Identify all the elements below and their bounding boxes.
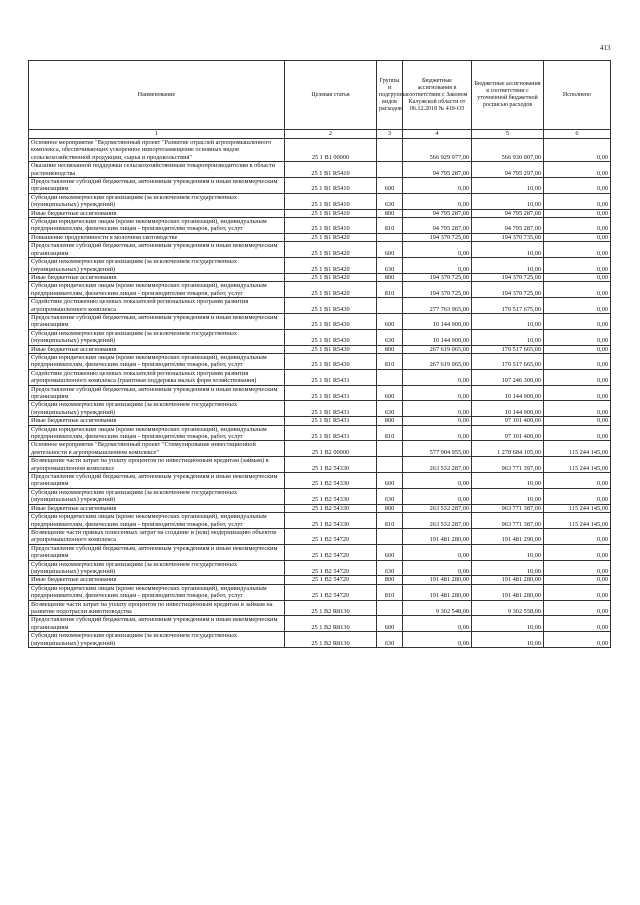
row-expense-group xyxy=(377,369,403,385)
table-row xyxy=(29,560,611,576)
row-expense-group xyxy=(377,528,403,544)
row-name: Субсидии некоммерческим организациям (за исключением государственных (муниципальных) учреждений) xyxy=(29,193,285,209)
row-budget-revised: 94 795 287,00 xyxy=(472,209,544,217)
row-target-article: 25 1 В1 R5430 xyxy=(285,345,377,353)
row-executed: 0,00 xyxy=(544,139,611,162)
row-name: Предоставление субсидий бюджетным, автономным учреждениям и иным некоммерческим организациям xyxy=(29,616,285,632)
row-expense-group: 630 xyxy=(377,560,403,576)
table-row xyxy=(29,401,611,417)
column-number: 1 xyxy=(29,130,285,139)
row-executed: 115 244 145,00 xyxy=(544,441,611,457)
table-row xyxy=(29,576,611,584)
row-budget-law: 191 481 280,00 xyxy=(403,584,472,600)
table-row xyxy=(29,242,611,258)
table-row xyxy=(29,193,611,209)
table-row xyxy=(29,616,611,632)
row-budget-law: 0,00 xyxy=(403,544,472,560)
row-budget-revised: 10,00 xyxy=(472,616,544,632)
table-row xyxy=(29,504,611,512)
column-number: 2 xyxy=(285,130,377,139)
table-row xyxy=(29,329,611,345)
row-budget-revised: 94 795 297,00 xyxy=(472,162,544,178)
row-budget-law: 0,00 xyxy=(403,417,472,425)
row-name: Предоставление субсидий бюджетным, автономным учреждениям и иным некоммерческим организациям xyxy=(29,178,285,194)
row-name: Возмещение части затрат на уплату процентов по инвестиционным кредитам и займам на развитие подотрасли животноводства xyxy=(29,600,285,616)
row-budget-revised: 97 101 400,00 xyxy=(472,417,544,425)
row-budget-revised: 191 481 280,00 xyxy=(472,584,544,600)
row-target-article: 25 1 В2 54330 xyxy=(285,488,377,504)
row-name: Субсидии юридическим лицам (кроме некоммерческих организаций), индивидуальным предпринимателям, физическим лицам - производителям товаров, работ, услуг xyxy=(29,425,285,441)
table-row xyxy=(29,584,611,600)
row-target-article: 25 1 В2 54330 xyxy=(285,504,377,512)
row-name: Субсидии юридическим лицам (кроме некоммерческих организаций), индивидуальным предпринимателям, физическим лицам - производителям товаров, работ, услуг xyxy=(29,282,285,298)
row-expense-group: 630 xyxy=(377,329,403,345)
row-executed: 0,00 xyxy=(544,417,611,425)
row-target-article: 25 1 В2 54720 xyxy=(285,576,377,584)
row-budget-law: 267 619 065,00 xyxy=(403,345,472,353)
row-target-article: 25 1 В2 54330 xyxy=(285,513,377,529)
row-budget-law: 94 795 287,00 xyxy=(403,209,472,217)
row-executed: 0,00 xyxy=(544,600,611,616)
row-budget-revised: 10,00 xyxy=(472,488,544,504)
row-expense-group: 810 xyxy=(377,282,403,298)
row-budget-revised: 194 370 735,00 xyxy=(472,233,544,241)
row-budget-law: 577 904 955,00 xyxy=(403,441,472,457)
row-budget-law: 277 763 965,00 xyxy=(403,298,472,314)
row-name: Субсидии юридическим лицам (кроме некоммерческих организаций), индивидуальным предпринимателям, физическим лицам - производителям товаров, работ, услуг xyxy=(29,218,285,234)
row-name: Основное мероприятие "Ведомственный проект "Стимулирование инвестиционной деятельности в агропромышленном комплексе" xyxy=(29,441,285,457)
row-budget-revised: 10,00 xyxy=(472,258,544,274)
row-target-article: 25 1 В2 00000 xyxy=(285,441,377,457)
row-target-article: 25 1 В1 R5430 xyxy=(285,353,377,369)
row-executed: 0,00 xyxy=(544,528,611,544)
row-target-article: 25 1 В2 R8130 xyxy=(285,600,377,616)
row-executed: 0,00 xyxy=(544,544,611,560)
row-budget-law: 0,00 xyxy=(403,560,472,576)
row-budget-law: 267 619 065,00 xyxy=(403,353,472,369)
row-expense-group xyxy=(377,298,403,314)
row-name: Предоставление субсидий бюджетным, автономным учреждениям и иным некоммерческим организациям xyxy=(29,242,285,258)
column-number: 3 xyxy=(377,130,403,139)
row-target-article: 25 1 В1 R5410 xyxy=(285,162,377,178)
row-budget-revised: 97 101 400,00 xyxy=(472,425,544,441)
row-budget-law: 0,00 xyxy=(403,632,472,648)
row-expense-group: 600 xyxy=(377,616,403,632)
row-executed: 0,00 xyxy=(544,162,611,178)
table-row xyxy=(29,258,611,274)
table-row xyxy=(29,488,611,504)
row-budget-law: 0,00 xyxy=(403,193,472,209)
table-row xyxy=(29,441,611,457)
page-number: 413 xyxy=(600,44,611,52)
row-expense-group: 600 xyxy=(377,544,403,560)
row-target-article: 25 1 В1 R5430 xyxy=(285,313,377,329)
row-budget-revised: 107 246 300,00 xyxy=(472,369,544,385)
row-target-article: 25 1 В2 54720 xyxy=(285,544,377,560)
table-row xyxy=(29,233,611,241)
row-executed: 0,00 xyxy=(544,584,611,600)
row-expense-group: 810 xyxy=(377,584,403,600)
row-executed: 115 244 145,00 xyxy=(544,513,611,529)
row-expense-group: 600 xyxy=(377,385,403,401)
row-expense-group xyxy=(377,162,403,178)
row-target-article: 25 1 В1 R5420 xyxy=(285,282,377,298)
row-executed: 115 244 145,00 xyxy=(544,457,611,473)
row-target-article: 25 1 В1 R5410 xyxy=(285,178,377,194)
row-budget-law: 9 302 548,00 xyxy=(403,600,472,616)
row-expense-group: 800 xyxy=(377,345,403,353)
row-name: Повышение продуктивности в молочном скотоводстве xyxy=(29,233,285,241)
row-executed: 0,00 xyxy=(544,488,611,504)
row-budget-revised: 10,00 xyxy=(472,313,544,329)
row-budget-law: 566 929 977,00 xyxy=(403,139,472,162)
row-expense-group: 600 xyxy=(377,313,403,329)
row-budget-revised: 94 795 287,00 xyxy=(472,218,544,234)
column-number: 6 xyxy=(544,130,611,139)
row-budget-law: 194 370 725,00 xyxy=(403,273,472,281)
column-number: 5 xyxy=(472,130,544,139)
row-executed: 0,00 xyxy=(544,298,611,314)
budget-table xyxy=(28,60,611,648)
row-budget-law: 263 532 287,00 xyxy=(403,457,472,473)
row-budget-revised: 191 481 290,00 xyxy=(472,528,544,544)
row-budget-law: 0,00 xyxy=(403,242,472,258)
row-name: Возмещение части затрат на уплату процентов по инвестиционным кредитам (займам) в агропромышленном комплексе xyxy=(29,457,285,473)
row-budget-revised: 1 278 684 105,00 xyxy=(472,441,544,457)
row-name: Иные бюджетные ассигнования xyxy=(29,576,285,584)
row-expense-group: 630 xyxy=(377,258,403,274)
table-row xyxy=(29,417,611,425)
row-name: Субсидии некоммерческим организациям (за исключением государственных (муниципальных) учреждений) xyxy=(29,329,285,345)
row-target-article: 25 1 В1 R5420 xyxy=(285,233,377,241)
row-budget-revised: 10,00 xyxy=(472,329,544,345)
header-budget-revised: Бюджетные ассигнования в соответствии с уточненной бюджетной росписью расходов xyxy=(472,61,544,130)
row-budget-law: 0,00 xyxy=(403,258,472,274)
row-name: Субсидии некоммерческим организациям (за исключением государственных (муниципальных) учреждений) xyxy=(29,258,285,274)
row-executed: 0,00 xyxy=(544,385,611,401)
row-expense-group xyxy=(377,139,403,162)
row-target-article: 25 1 В1 R5431 xyxy=(285,369,377,385)
row-budget-law: 0,00 xyxy=(403,369,472,385)
row-name: Субсидии некоммерческим организациям (за исключением государственных (муниципальных) учреждений) xyxy=(29,401,285,417)
row-target-article: 25 1 В1 R5431 xyxy=(285,401,377,417)
row-budget-law: 0,00 xyxy=(403,178,472,194)
row-budget-revised: 10,00 xyxy=(472,560,544,576)
row-executed: 0,00 xyxy=(544,242,611,258)
row-executed: 0,00 xyxy=(544,473,611,489)
row-budget-law: 191 481 280,00 xyxy=(403,528,472,544)
table-row xyxy=(29,528,611,544)
row-executed: 0,00 xyxy=(544,560,611,576)
row-budget-revised: 10 144 900,00 xyxy=(472,385,544,401)
row-budget-law: 0,00 xyxy=(403,425,472,441)
table-row xyxy=(29,298,611,314)
row-budget-revised: 963 771 387,00 xyxy=(472,504,544,512)
row-name: Субсидии юридическим лицам (кроме некоммерческих организаций), индивидуальным предпринимателям, физическим лицам - производителям товаров, работ, услуг xyxy=(29,584,285,600)
row-budget-law: 0,00 xyxy=(403,401,472,417)
row-name: Содействие достижению целевых показателей региональных программ развития агропромышленного комплекса xyxy=(29,298,285,314)
row-name: Основное мероприятие "Ведомственный проект "Развитие отраслей агропромышленного комплекса, обеспечивающих ускоренное импортозамещение основных видов сельскохозяйственной продукции, сырья и продовольствия" xyxy=(29,139,285,162)
row-target-article: 25 1 В1 R5431 xyxy=(285,417,377,425)
row-budget-law: 194 370 725,00 xyxy=(403,282,472,298)
row-target-article: 25 1 В2 54330 xyxy=(285,457,377,473)
row-budget-revised: 963 771 387,00 xyxy=(472,513,544,529)
row-budget-law: 263 532 287,00 xyxy=(403,504,472,512)
row-target-article: 25 1 В2 54330 xyxy=(285,473,377,489)
row-target-article: 25 1 В1 R5410 xyxy=(285,209,377,217)
row-budget-law: 0,00 xyxy=(403,473,472,489)
row-expense-group: 800 xyxy=(377,209,403,217)
row-expense-group: 810 xyxy=(377,353,403,369)
row-name: Предоставление субсидий бюджетным, автономным учреждениям и иным некоммерческим организациям xyxy=(29,473,285,489)
row-executed: 0,00 xyxy=(544,632,611,648)
table-row xyxy=(29,282,611,298)
row-name: Предоставление субсидий бюджетным, автономным учреждениям и иным некоммерческим организациям xyxy=(29,544,285,560)
row-name: Содействие достижению целевых показателей региональных программ развития агропромышленного комплекса (грантовая поддержка малых форм хозяйствования) xyxy=(29,369,285,385)
row-executed: 0,00 xyxy=(544,178,611,194)
row-executed: 0,00 xyxy=(544,209,611,217)
row-expense-group: 810 xyxy=(377,513,403,529)
row-executed: 115 244 145,00 xyxy=(544,504,611,512)
row-budget-revised: 194 370 725,00 xyxy=(472,273,544,281)
row-expense-group: 810 xyxy=(377,425,403,441)
row-target-article: 25 1 В1 R5431 xyxy=(285,385,377,401)
row-expense-group: 810 xyxy=(377,218,403,234)
row-budget-law: 10 144 900,00 xyxy=(403,329,472,345)
row-name: Иные бюджетные ассигнования xyxy=(29,417,285,425)
row-budget-revised: 9 302 558,00 xyxy=(472,600,544,616)
row-expense-group: 800 xyxy=(377,504,403,512)
row-name: Иные бюджетные ассигнования xyxy=(29,209,285,217)
row-budget-revised: 170 517 665,00 xyxy=(472,353,544,369)
row-budget-revised: 191 481 280,00 xyxy=(472,576,544,584)
table-row xyxy=(29,209,611,217)
row-expense-group xyxy=(377,441,403,457)
row-budget-law: 0,00 xyxy=(403,488,472,504)
row-executed: 0,00 xyxy=(544,273,611,281)
row-target-article: 25 1 В2 54720 xyxy=(285,584,377,600)
table-row xyxy=(29,385,611,401)
row-expense-group: 600 xyxy=(377,178,403,194)
table-row xyxy=(29,162,611,178)
row-budget-law: 263 532 287,00 xyxy=(403,513,472,529)
row-expense-group: 800 xyxy=(377,576,403,584)
row-executed: 0,00 xyxy=(544,369,611,385)
row-expense-group xyxy=(377,457,403,473)
table-row xyxy=(29,218,611,234)
row-executed: 0,00 xyxy=(544,345,611,353)
row-target-article: 25 1 В1 R5430 xyxy=(285,329,377,345)
row-expense-group: 630 xyxy=(377,488,403,504)
row-budget-revised: 194 370 725,00 xyxy=(472,282,544,298)
row-executed: 0,00 xyxy=(544,218,611,234)
row-budget-revised: 566 930 007,00 xyxy=(472,139,544,162)
row-name: Возмещение части прямых понесенных затрат на создание и (или) модернизацию объектов агропромышленного комплекса xyxy=(29,528,285,544)
row-budget-law: 10 144 900,00 xyxy=(403,313,472,329)
row-target-article: 25 1 В1 R5420 xyxy=(285,273,377,281)
row-budget-revised: 10,00 xyxy=(472,242,544,258)
row-executed: 0,00 xyxy=(544,258,611,274)
row-target-article: 25 1 В1 R5430 xyxy=(285,298,377,314)
row-target-article: 25 1 В1 R5410 xyxy=(285,218,377,234)
header-budget-law: Бюджетные ассигнования в соответствии с Законом Калужской области от 06.12.2018 № 419-ОЗ xyxy=(403,61,472,130)
row-expense-group: 800 xyxy=(377,417,403,425)
row-expense-group: 630 xyxy=(377,632,403,648)
row-name: Оказание несвязанной поддержки сельскохозяйственным товаропроизводителям в области растениеводства xyxy=(29,162,285,178)
header-executed: Исполнено xyxy=(544,61,611,130)
row-executed: 0,00 xyxy=(544,282,611,298)
row-budget-revised: 963 771 397,00 xyxy=(472,457,544,473)
row-expense-group: 600 xyxy=(377,242,403,258)
header-name: Наименование xyxy=(29,61,285,130)
row-target-article: 25 1 В2 R8130 xyxy=(285,632,377,648)
row-target-article: 25 1 В1 R5410 xyxy=(285,193,377,209)
table-row xyxy=(29,513,611,529)
table-row xyxy=(29,544,611,560)
table-row xyxy=(29,473,611,489)
table-row xyxy=(29,457,611,473)
row-budget-revised: 10 144 900,00 xyxy=(472,401,544,417)
table-row xyxy=(29,313,611,329)
row-executed: 0,00 xyxy=(544,353,611,369)
row-budget-revised: 10,00 xyxy=(472,544,544,560)
row-name: Иные бюджетные ассигнования xyxy=(29,273,285,281)
column-number-row xyxy=(29,130,611,139)
row-executed: 0,00 xyxy=(544,425,611,441)
row-executed: 0,00 xyxy=(544,313,611,329)
row-executed: 0,00 xyxy=(544,233,611,241)
row-budget-revised: 170 517 675,00 xyxy=(472,298,544,314)
row-budget-law: 194 370 725,00 xyxy=(403,233,472,241)
row-name: Субсидии юридическим лицам (кроме некоммерческих организаций), индивидуальным предпринимателям, физическим лицам - производителям товаров, работ, услуг xyxy=(29,353,285,369)
row-budget-revised: 10,00 xyxy=(472,193,544,209)
row-target-article: 25 1 В1 00000 xyxy=(285,139,377,162)
row-budget-revised: 10,00 xyxy=(472,473,544,489)
table-row xyxy=(29,369,611,385)
column-number: 4 xyxy=(403,130,472,139)
row-executed: 0,00 xyxy=(544,576,611,584)
row-budget-revised: 10,00 xyxy=(472,632,544,648)
row-target-article: 25 1 В1 R5420 xyxy=(285,242,377,258)
header-target-article: Целевая статья xyxy=(285,61,377,130)
row-expense-group: 630 xyxy=(377,193,403,209)
row-executed: 0,00 xyxy=(544,401,611,417)
row-name: Субсидии юридическим лицам (кроме некоммерческих организаций), индивидуальным предпринимателям, физическим лицам - производителям товаров, работ, услуг xyxy=(29,513,285,529)
table-row xyxy=(29,178,611,194)
row-executed: 0,00 xyxy=(544,329,611,345)
row-target-article: 25 1 В1 R5420 xyxy=(285,258,377,274)
row-budget-revised: 170 517 665,00 xyxy=(472,345,544,353)
row-budget-law: 0,00 xyxy=(403,385,472,401)
row-name: Субсидии некоммерческим организациям (за исключением государственных (муниципальных) учреждений) xyxy=(29,632,285,648)
table-row xyxy=(29,632,611,648)
table-row xyxy=(29,600,611,616)
row-budget-law: 94 795 287,00 xyxy=(403,218,472,234)
row-expense-group: 600 xyxy=(377,473,403,489)
row-expense-group: 630 xyxy=(377,401,403,417)
header-expense-groups: Группы и подгруппы видов расходов xyxy=(377,61,403,130)
row-target-article: 25 1 В1 R5431 xyxy=(285,425,377,441)
row-name: Предоставление субсидий бюджетным, автономным учреждениям и иным некоммерческим организациям xyxy=(29,385,285,401)
row-budget-law: 94 795 287,00 xyxy=(403,162,472,178)
table-row xyxy=(29,353,611,369)
row-expense-group xyxy=(377,600,403,616)
row-name: Предоставление субсидий бюджетным, автономным учреждениям и иным некоммерческим организациям xyxy=(29,313,285,329)
row-budget-law: 191 481 280,00 xyxy=(403,576,472,584)
row-budget-revised: 10,00 xyxy=(472,178,544,194)
table-row xyxy=(29,273,611,281)
row-executed: 0,00 xyxy=(544,193,611,209)
table-row xyxy=(29,345,611,353)
row-expense-group xyxy=(377,233,403,241)
table-row xyxy=(29,425,611,441)
row-target-article: 25 1 В2 R8130 xyxy=(285,616,377,632)
row-target-article: 25 1 В2 54720 xyxy=(285,528,377,544)
row-name: Субсидии некоммерческим организациям (за исключением государственных (муниципальных) учреждений) xyxy=(29,560,285,576)
row-name: Иные бюджетные ассигнования xyxy=(29,345,285,353)
row-name: Иные бюджетные ассигнования xyxy=(29,504,285,512)
row-executed: 0,00 xyxy=(544,616,611,632)
row-expense-group: 800 xyxy=(377,273,403,281)
row-target-article: 25 1 В2 54720 xyxy=(285,560,377,576)
row-name: Субсидии некоммерческим организациям (за исключением государственных (муниципальных) учреждений) xyxy=(29,488,285,504)
table-row xyxy=(29,139,611,162)
row-budget-law: 0,00 xyxy=(403,616,472,632)
header-row xyxy=(29,61,611,130)
